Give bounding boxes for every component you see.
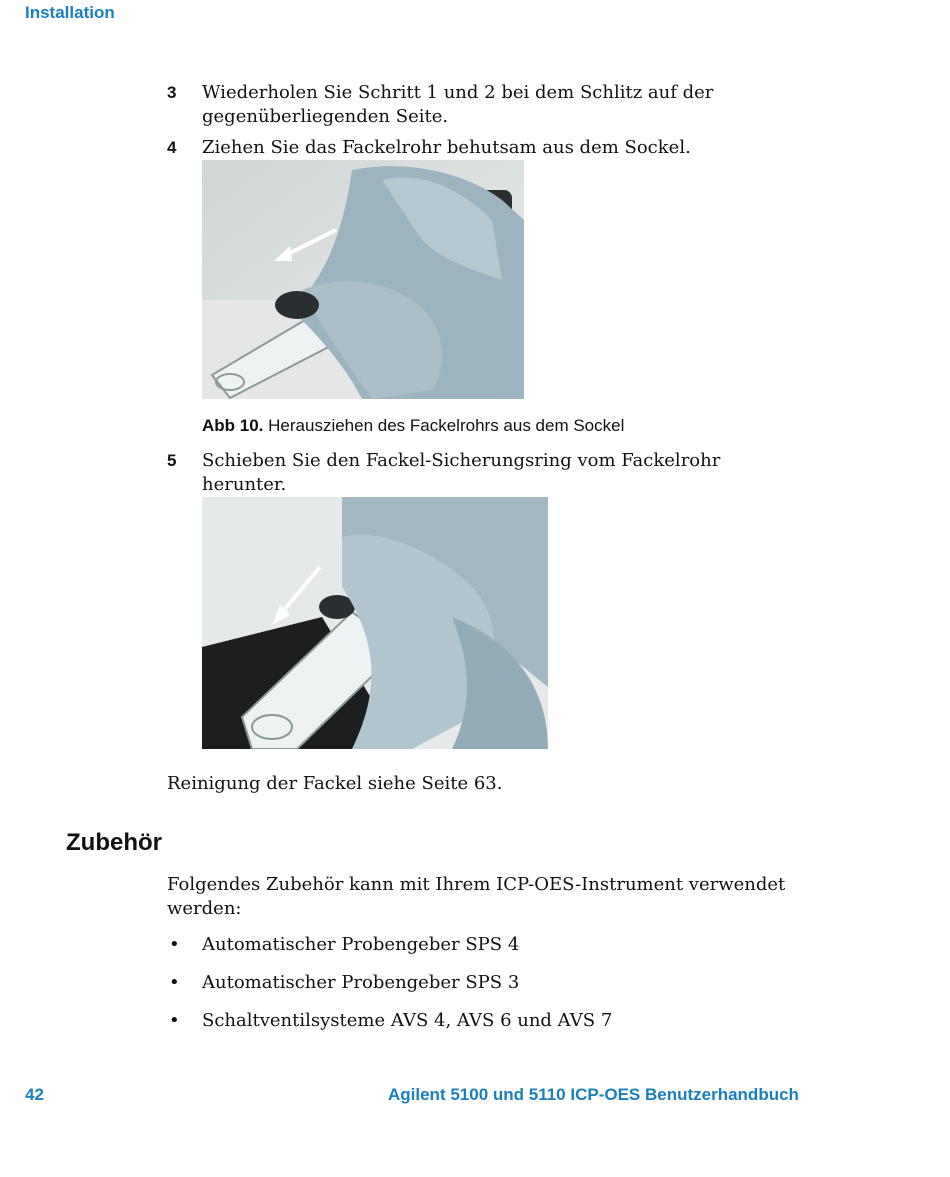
step-4 [167, 136, 767, 162]
step-text-line: Schieben Sie den Fackel-Sicherungsring vom Fackelrohr [202, 450, 721, 471]
step-3 [167, 81, 767, 131]
list-item [167, 971, 767, 997]
list-item-text: Schaltventilsysteme AVS 4, AVS 6 und AVS 7 [202, 1010, 613, 1031]
bullet-icon: • [169, 1010, 180, 1031]
step-5 [167, 449, 767, 499]
step-number: 4 [167, 138, 177, 157]
step-text [202, 81, 762, 129]
step-number: 3 [167, 83, 177, 102]
cleaning-reference: Reinigung der Fackel siehe Seite 63. [167, 773, 503, 794]
list-item [167, 1009, 767, 1035]
photo-ring-removal [202, 497, 548, 749]
intro-line: Folgendes Zubehör kann mit Ihrem ICP-OES-Instrument verwendet [167, 874, 786, 895]
photo-torch-removal [202, 160, 524, 399]
section-title: Zubehör [66, 829, 162, 856]
figure-label: Abb 10. [202, 416, 264, 435]
manual-title: Agilent 5100 und 5110 ICP-OES Benutzerhandbuch [388, 1085, 799, 1104]
step-text [202, 449, 762, 497]
step-text-line: Wiederholen Sie Schritt 1 und 2 bei dem Schlitz auf der [202, 82, 714, 103]
bullet-icon: • [169, 934, 180, 955]
running-header: Installation [25, 3, 115, 22]
photo-torch-removal-illustration [202, 160, 524, 399]
section-intro [167, 873, 785, 921]
step-text-line: herunter. [202, 474, 287, 495]
list-item-text: Automatischer Probengeber SPS 4 [202, 934, 520, 955]
list-item-text: Automatischer Probengeber SPS 3 [202, 972, 520, 993]
step-text-line: gegenüberliegenden Seite. [202, 106, 449, 127]
page-number: 42 [25, 1085, 44, 1104]
step-text-line: Ziehen Sie das Fackelrohr behutsam aus dem Sockel. [202, 137, 691, 158]
list-item [167, 933, 767, 959]
step-number: 5 [167, 451, 177, 470]
step-text [202, 136, 762, 160]
figure-caption [202, 416, 624, 436]
bullet-icon: • [169, 972, 180, 993]
intro-line: werden: [167, 898, 242, 919]
figure-caption-text: Herausziehen des Fackelrohrs aus dem Sockel [268, 416, 625, 435]
photo-ring-removal-illustration [202, 497, 548, 749]
